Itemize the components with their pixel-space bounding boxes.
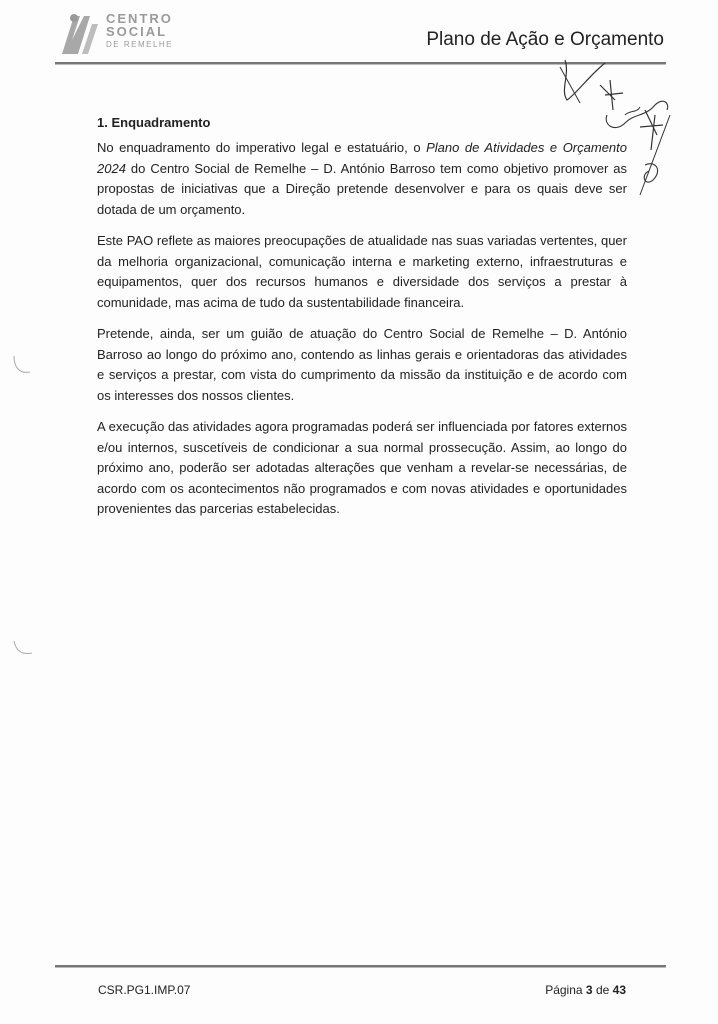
plan-title-italic: Plano de Atividades e Orçamento 2024	[97, 140, 628, 176]
logo-line-1: CENTRO	[106, 11, 173, 26]
paragraph-1-end: do Centro Social de Remelhe – D. António Barroso tem como objetivo promover as propostas de iniciativas que a Direção pretende desenvolver e para os quais deve ser dotada de um orçamento.	[97, 160, 627, 217]
punch-hole-mark-icon	[0, 635, 40, 665]
page-of: de	[595, 983, 610, 997]
section-heading: 1. Enquadramento	[97, 115, 211, 130]
logo-text	[106, 12, 173, 51]
paragraph-4: A execução das atividades agora programadas poderá ser influenciada por fatores externos e/ou internos, suscetíveis de condicionar a sua normal prossecução. Assim, ao longo do próximo ano, poderão ser adotadas alterações que venham a revelar-se necessárias, de acordo com os acontecimentos não programados e com novas atividades e oportunidades provenientes das parcerias estabelecidas.	[97, 419, 627, 516]
paragraph-1	[97, 138, 627, 220]
page-current: 3	[585, 983, 593, 997]
footer-divider	[55, 965, 666, 968]
main-content	[97, 115, 627, 531]
logo-line-3: DE REMELHE	[106, 40, 174, 49]
paragraph-2: Este PAO reflete as maiores preocupações de atualidade nas suas variadas vertentes, quer da melhoria organizacional, comunicação interna e marketing externo, infraestruturas e equipamentos, quer dos recursos humanos e diversidade dos serviços a prestar à comunidade, mas acima de tudo da sustentabilidade financeira.	[97, 233, 627, 310]
document-title: Plano de Ação e Orçamento	[426, 29, 664, 50]
logo-line-2: SOCIAL	[106, 24, 168, 39]
document-code: CSR.PG1.IMP.07	[98, 983, 191, 997]
punch-hole-mark-icon	[0, 350, 40, 380]
paragraph-1-start: No enquadramento do imperativo legal e estatuário, o	[97, 140, 427, 155]
paragraph-3: Pretende, ainda, ser um guião de atuação do Centro Social de Remelhe – D. António Barroso ao longo do próximo ano, contendo as linhas gerais e orientadoras das atividades e serviços a prestar, com vista do cumprimento da missão da instituição e de acordo com os interesses dos nossos clientes.	[97, 326, 627, 403]
page-total: 43	[612, 983, 626, 997]
page-label: Página	[545, 983, 583, 997]
page-number	[545, 983, 626, 997]
institution-logo	[58, 10, 198, 56]
